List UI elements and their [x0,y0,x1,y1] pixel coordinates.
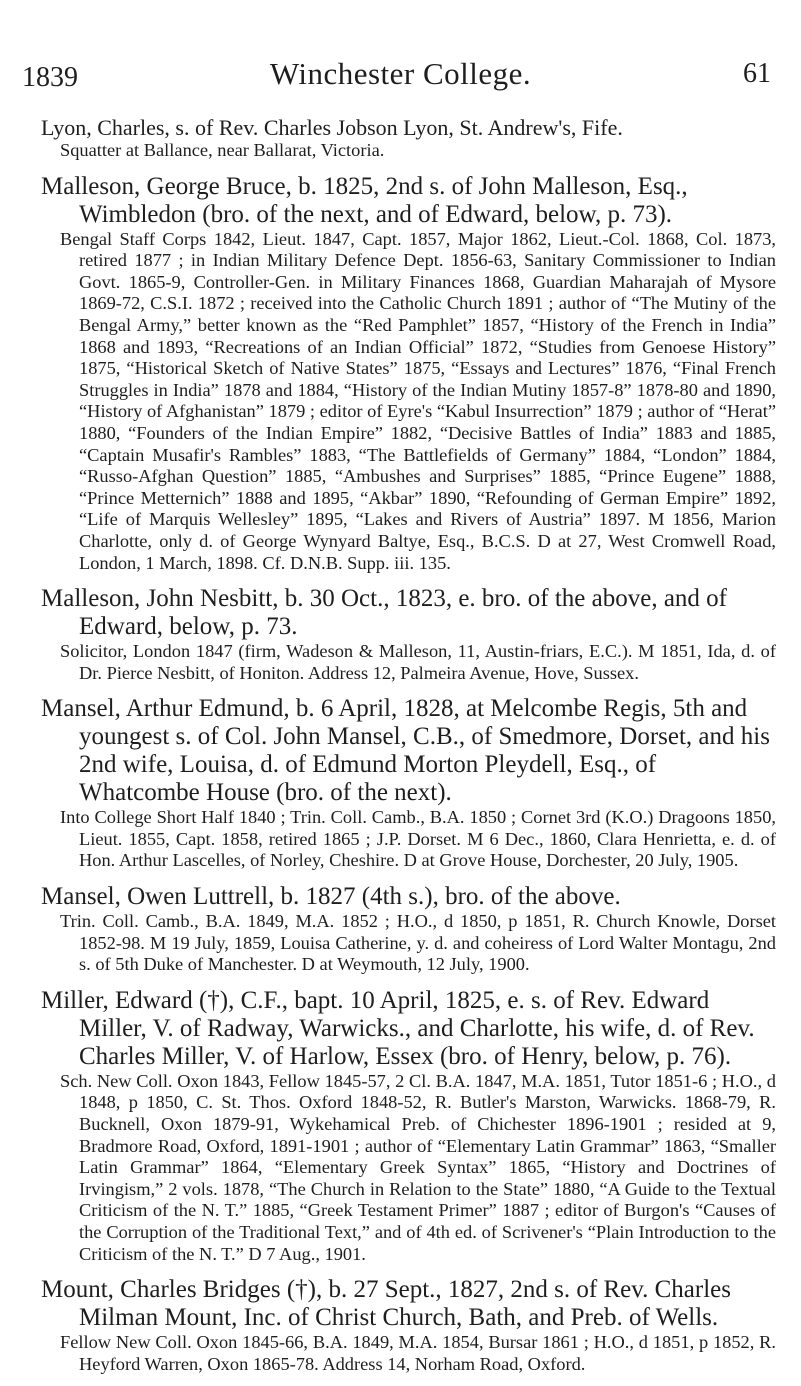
register-entry-miller-edward [41,987,776,1265]
header-title: Winchester College. [269,56,532,91]
register-entry-mansel-arthur [41,695,776,872]
header-year: 1839 [22,62,78,93]
entry-heading: Malleson, George Bruce, b. 1825, 2nd s. of John Malleson, Esq., Wimbledon (bro. of the next, and of Edward, below, p. 73). [41,172,688,228]
register-entry-malleson-john [41,585,776,684]
entry-heading: Mansel, Arthur Edmund, b. 6 April, 1828, at Melcombe Regis, 5th and youngest s. of Col. John Mansel, C.B., of Smedmore, Dorset, and his 2nd wife, Louisa, d. of Edmund Morton Pleydell, Esq., of Whatcombe House (bro. of the next). [41,695,770,807]
entry-body: Into College Short Half 1840 ; Trin. Coll. Camb., B.A. 1850 ; Cornet 3rd (K.O.) Dragoons 1850, Lieut. 1855, Capt. 1858, retired 1865 ; J.P. Dorset. M 6 Dec., 1860, Clara Henrietta, e. d. of Hon. Arthur Lascelles, of Norley, Cheshire. D at Grove House, Dorchester, 20 July, 1905. [60,807,776,871]
entry-heading: Mansel, Owen Luttrell, b. 1827 (4th s.), bro. of the above. [41,883,621,911]
register-entries [41,115,776,1386]
entry-body: Sch. New Coll. Oxon 1843, Fellow 1845-57, 2 Cl. B.A. 1847, M.A. 1851, Tutor 1851-6 ; H.O., d 1848, p 1850, C. St. Thos. Oxford 1848-52, R. Butler's Marston, Warwicks. 1868-79, R. Bucknell, Oxon 1879-91, Wykehamical Preb. of Chichester 1896-1901 ; resided at 9, Bradmore Road, Oxford, 1891-1901 ; author of “Elementary Latin Grammar” 1863, “Smaller Latin Grammar” 1864, “Elementary Greek Syntax” 1865, “History and Doctrines of Irvingism,” 2 vols. 1878, “The Church in Relation to the State” 1880, “A Guide to the Textual Criticism of the N. T.” 1885, “Greek Testament Primer” 1887 ; editor of Burgon's “Causes of the Corruption of the Traditional Text,” and of 4th ed. of Scrivener's “Plain Introduction to the Criticism of the N. T.” D 7 Aug., 1901. [60,1070,776,1264]
entry-body: Bengal Staff Corps 1842, Lieut. 1847, Capt. 1857, Major 1862, Lieut.-Col. 1868, Col. 1873, retired 1877 ; in Indian Military Defence Dept. 1856-63, Sanitary Commissioner to Indian Govt. 1865-9, Controller-Gen. in Military Finances 1868, Guardian Maharajah of Mysore 1869-72, C.S.I. 1872 ; received into the Catholic Church 1891 ; author of “The Mutiny of the Bengal Army,” better known as the “Red Pamphlet” 1857, “History of the French in India” 1868 and 1893, “Recreations of an Indian Official” 1872, “Studies from Genoese History” 1875, “Historical Sketch of Native States” 1875, “Essays and Lectures” 1876, “Final French Struggles in India” 1878 and 1884, “History of the Indian Mutiny 1857-8” 1878-80 and 1890, “History of Afghanistan” 1879 ; editor of Eyre's “Kabul Insurrection” 1879 ; author of “Herat” 1880, “Founders of the Indian Empire” 1882, “Decisive Battles of India” 1883 and 1885, “Captain Musafir's Rambles” 1883, “The Battlefields of Germany” 1884, “London” 1884, “Russo-Afghan Question” 1885, “Ambushes and Surprises” 1885, “Prince Eugene” 1888, “Prince Metternich” 1888 and 1895, “Akbar” 1890, “Refounding of German Empire” 1892, “Life of Marquis Wellesley” 1895, “Lakes and Rivers of Austria” 1897. M 1856, Marion Charlotte, only d. of George Wynyard Baltye, Esq., B.C.S. D at 27, West Cromwell Road, London, 1 March, 1898. Cf. D.N.B. Supp. iii. 135. [60,228,776,573]
entry-heading: Miller, Edward (†), C.F., bapt. 10 April, 1825, e. s. of Rev. Edward Miller, V. of Radway, Warwicks., and Charlotte, his wife, d. of Rev. Charles Miller, V. of Harlow, Essex (bro. of Henry, below, p. 76). [41,986,755,1070]
page-number: 61 [743,58,771,89]
running-header [0,54,801,94]
entry-heading: Malleson, John Nesbitt, b. 30 Oct., 1823, e. bro. of the above, and of Edward, below, p. 73. [41,585,727,641]
entry-heading: Mount, Charles Bridges (†), b. 27 Sept., 1827, 2nd s. of Rev. Charles Milman Mount, Inc. of Christ Church, Bath, and Preb. of Wells. [41,1276,731,1332]
entry-body: Fellow New Coll. Oxon 1845-66, B.A. 1849, M.A. 1854, Bursar 1861 ; H.O., d 1851, p 1852, R. Heyford Warren, Oxon 1865-78. Address 14, Norham Road, Oxford. [60,1332,776,1374]
entry-body: Squatter at Ballance, near Ballarat, Victoria. [60,140,385,160]
register-entry-mount-charles [41,1276,776,1375]
entry-body: Trin. Coll. Camb., B.A. 1849, M.A. 1852 ; H.O., d 1850, p 1851, R. Church Knowle, Dorset 1852-98. M 19 July, 1859, Louisa Catherine, y. d. and coheiress of Lord Walter Montagu, 2nd s. of 5th Duke of Manchester. D at Weymouth, 12 July, 1900. [60,911,776,975]
entry-body: Solicitor, London 1847 (firm, Wadeson & Malleson, 11, Austin-friars, E.C.). M 1851, Ida, d. of Dr. Pierce Nesbitt, of Honiton. Address 12, Palmeira Avenue, Hove, Sussex. [60,641,776,683]
entry-heading: Lyon, Charles, s. of Rev. Charles Jobson Lyon, St. Andrew's, Fife. [41,115,623,140]
register-entry-lyon [41,115,776,162]
register-entry-malleson-george [41,173,776,575]
register-entry-mansel-owen [41,883,776,976]
